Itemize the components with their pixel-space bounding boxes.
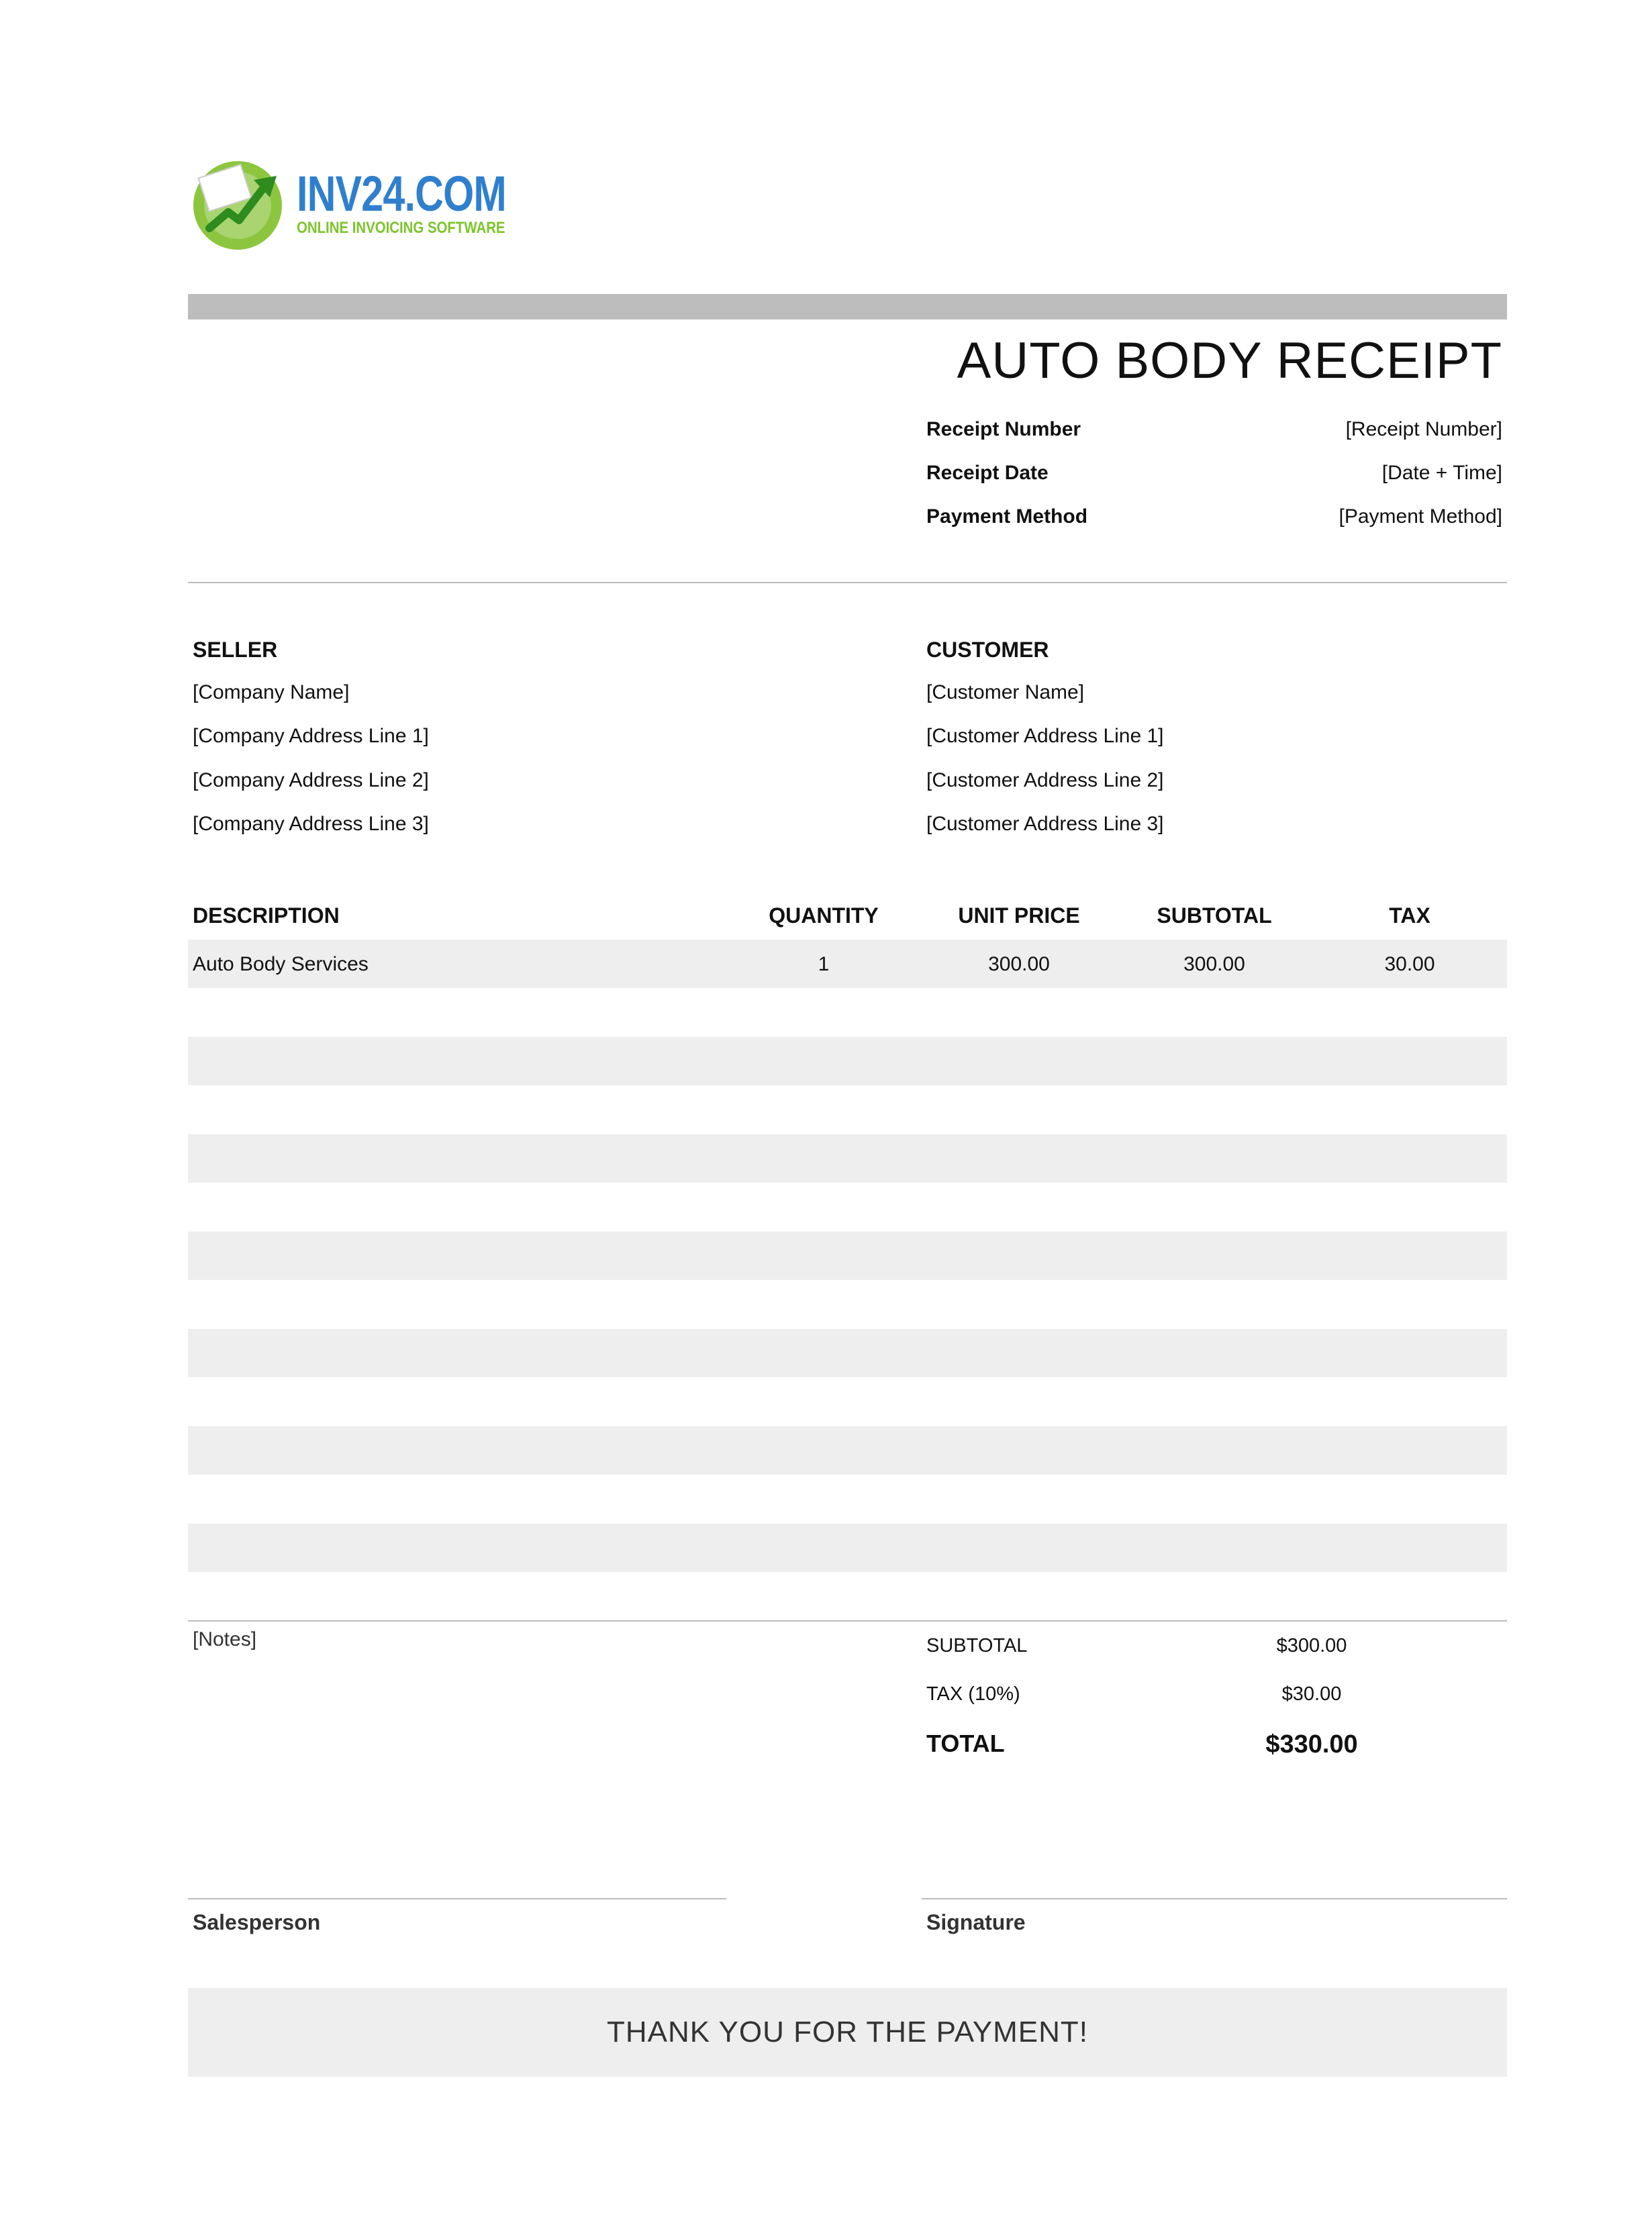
salesperson-line (188, 1898, 726, 1899)
cell-quantity: 1 (818, 953, 830, 975)
customer-heading: CUSTOMER (926, 638, 1049, 662)
cell-tax: 30.00 (1384, 953, 1435, 975)
customer-line: [Customer Address Line 1] (926, 725, 1164, 747)
salesperson-label: Salesperson (193, 1910, 321, 1934)
brand-name: INV24.COM (297, 166, 506, 221)
table-row (188, 1232, 1507, 1280)
col-header-subtotal: SUBTOTAL (1157, 903, 1272, 928)
signature-label: Signature (926, 1910, 1026, 1934)
col-header-tax: TAX (1389, 903, 1430, 928)
receipt-number-value: [Receipt Number] (1345, 418, 1502, 440)
payment-method-value: [Payment Method] (1339, 505, 1502, 528)
receipt-number-label: Receipt Number (926, 418, 1081, 440)
seller-line: [Company Address Line 1] (193, 725, 429, 747)
thank-you-banner (188, 1988, 1507, 2077)
company-logo (189, 156, 290, 251)
cell-unit-price: 300.00 (988, 953, 1050, 975)
divider (188, 1620, 1507, 1622)
customer-line: [Customer Address Line 2] (926, 769, 1164, 791)
notes: [Notes] (193, 1628, 257, 1650)
tax-label: TAX (10%) (926, 1683, 1020, 1705)
payment-method-label: Payment Method (926, 505, 1088, 528)
seller-line: [Company Address Line 3] (193, 813, 429, 835)
table-row (188, 1037, 1507, 1085)
total-value: $330.00 (1265, 1730, 1358, 1758)
customer-line: [Customer Name] (926, 681, 1085, 703)
col-header-quantity: QUANTITY (769, 903, 879, 928)
col-header-description: DESCRIPTION (193, 903, 340, 928)
table-row (188, 1426, 1507, 1475)
document-title: AUTO BODY RECEIPT (957, 332, 1502, 389)
tax-value: $30.00 (1281, 1683, 1342, 1705)
logo-chart-icon (189, 156, 290, 251)
customer-line: [Customer Address Line 3] (926, 813, 1164, 835)
seller-heading: SELLER (193, 638, 278, 662)
table-row (188, 1134, 1507, 1183)
signature-line (922, 1898, 1507, 1899)
thank-you-text: THANK YOU FOR THE PAYMENT! (606, 2016, 1089, 2048)
receipt-date-label: Receipt Date (926, 462, 1049, 484)
cell-description: Auto Body Services (193, 953, 369, 975)
seller-line: [Company Address Line 2] (193, 769, 429, 791)
divider (188, 582, 1507, 583)
subtotal-label: SUBTOTAL (926, 1635, 1028, 1656)
brand-tagline: ONLINE INVOICING SOFTWARE (297, 219, 505, 237)
subtotal-value: $300.00 (1276, 1635, 1347, 1656)
seller-line: [Company Name] (193, 681, 350, 703)
table-row (188, 1329, 1507, 1377)
col-header-unit-price: UNIT PRICE (958, 903, 1080, 928)
total-label: TOTAL (926, 1730, 1005, 1757)
header-bar (188, 294, 1507, 319)
receipt-date-value: [Date + Time] (1381, 462, 1502, 484)
table-row (188, 1524, 1507, 1572)
cell-subtotal: 300.00 (1183, 953, 1245, 975)
